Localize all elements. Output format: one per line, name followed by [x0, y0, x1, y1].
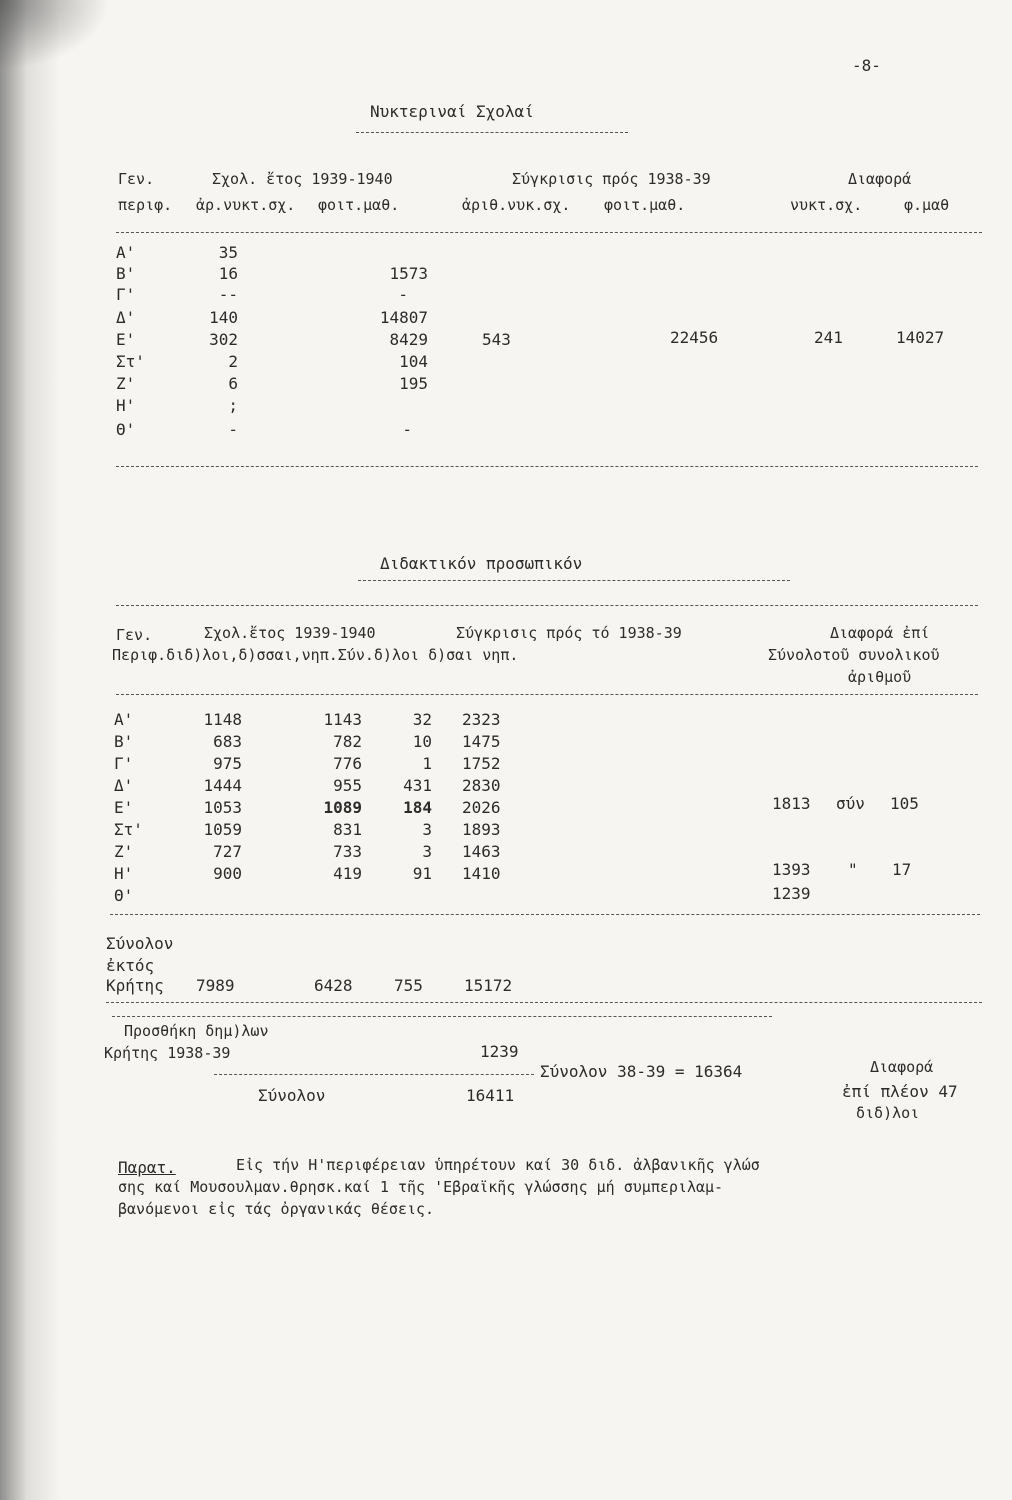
s2-row-compare: 1239 [772, 884, 811, 903]
s2-h1-compare: Σύγκρισις πρός τό 1938-39 [456, 624, 682, 642]
s1-h2-periph: περιφ. [118, 196, 173, 214]
s1-row-label: Θ' [116, 420, 136, 439]
s2-diff-line-3: διδ)λοι [856, 1104, 920, 1122]
s2-header-rule [116, 694, 978, 695]
s2-row-teachers-f: 782 [333, 732, 362, 751]
s2-total-rule-2 [112, 1016, 772, 1017]
s2-h1-diff: Διαφορά ἐπί [830, 624, 930, 642]
s1-row-schools: 6 [228, 374, 238, 393]
s2-diff-line-2: ἐπί πλέον 47 [842, 1082, 958, 1101]
s2-row-total: 1463 [462, 842, 501, 861]
s1-h1-diff: Διαφορά [848, 170, 912, 188]
section1-title: Νυκτεριναί Σχολαί [370, 102, 534, 121]
s1-end-rule [116, 466, 978, 467]
s1-h2-diff-schools: νυκτ.σχ. [790, 196, 863, 214]
s1-row-schools: ; [228, 396, 238, 415]
s2-row-teachers-m: 1444 [203, 776, 242, 795]
s1-row-label: Γ' [116, 285, 136, 304]
s2-compare-text: Σύνολον 38-39 = 16364 [540, 1062, 743, 1081]
s2-row-label: Β' [114, 732, 134, 751]
s1-h1-gen: Γεν. [118, 170, 155, 188]
s2-addition-1: Προσθήκη δημ)λων [124, 1022, 269, 1040]
s2-row-compare: 1813 [772, 794, 811, 813]
s1-h2-diff-students: φ.μαθ [904, 196, 950, 214]
s2-row-kinder: 1 [422, 754, 432, 773]
s2-h1-year: Σχολ.ἔτος 1939-1940 [204, 624, 376, 642]
s2-row-total: 1475 [462, 732, 501, 751]
note-line-2: σης καί Μουσουλμαν.θρησκ.καί 1 τῆς 'Εβραϊκῆς γλώσσης μή συμπεριλαμ- [118, 1178, 724, 1196]
s2-row-kinder: 3 [422, 842, 432, 861]
s2-h3: ἀριθμοῦ [848, 668, 912, 686]
s2-diff-line-1: Διαφορά [870, 1058, 934, 1076]
s2-row-teachers-f: 419 [333, 864, 362, 883]
s1-row-label: Στ' [116, 352, 145, 371]
s1-row-students: 104 [399, 352, 428, 371]
s2-total-t: 15172 [464, 976, 513, 995]
s2-row-teachers-f: 1089 [323, 798, 362, 817]
s2-row-kinder: 184 [403, 798, 432, 817]
s2-h2-left: Περιφ.διδ)λοι,δ)σσαι,νηπ.Σύν.δ)λοι δ)σαι νηπ. [112, 646, 519, 664]
s2-total-k: 755 [394, 976, 423, 995]
s2-row-kinder: 32 [412, 710, 432, 729]
s2-row-teachers-m: 975 [213, 754, 242, 773]
s1-row-label: Δ' [116, 308, 136, 327]
s2-row-teachers-m: 1053 [203, 798, 242, 817]
s1-row-schools: - [228, 420, 238, 439]
s2-row-label: Στ' [114, 820, 143, 839]
s2-row-kinder: 431 [403, 776, 432, 795]
s2-rows-end-rule [110, 914, 980, 915]
s2-h1-gen: Γεν. [116, 626, 153, 644]
s2-addition-value: 1239 [480, 1042, 519, 1061]
s2-row-label: Γ' [114, 754, 134, 773]
s1-row-label: Α' [116, 243, 136, 262]
s2-row-teachers-f: 776 [333, 754, 362, 773]
page-number: -8- [852, 56, 881, 75]
s2-row-total: 2830 [462, 776, 501, 795]
s2-sum-value: 16411 [466, 1086, 515, 1105]
s2-total-label-2: ἐκτός [106, 956, 155, 975]
s2-row-label: Η' [114, 864, 134, 883]
s1-h1-year: Σχολ. ἔτος 1939-1940 [212, 170, 393, 188]
s1-h2-students: φοιτ.μαθ. [318, 196, 400, 214]
s2-row-label: Α' [114, 710, 134, 729]
s2-row-total: 2323 [462, 710, 501, 729]
s1-row-label: Ε' [116, 330, 136, 349]
s2-total-label-3: Κρήτης [106, 976, 164, 995]
s2-total-label-1: Σύνολον [106, 934, 174, 953]
s2-row-kinder: 10 [412, 732, 432, 751]
s1-row-schools: -- [218, 285, 238, 304]
s2-row-teachers-m: 1059 [203, 820, 242, 839]
s1-row-label: Ζ' [116, 374, 136, 393]
s1-h2-students-1938: φοιτ.μαθ. [604, 196, 686, 214]
s2-row-teachers-f: 733 [333, 842, 362, 861]
s2-row-teachers-m: 727 [213, 842, 242, 861]
s1-row-students: 195 [399, 374, 428, 393]
s2-row-label: Θ' [114, 886, 134, 905]
note-label: Παρατ. [118, 1158, 176, 1177]
s2-row-total: 1410 [462, 864, 501, 883]
s2-row-mark: " [848, 860, 858, 879]
s1-row-schools: 302 [209, 330, 238, 349]
s2-row-teachers-f: 831 [333, 820, 362, 839]
s1-row-students: - [398, 285, 408, 304]
s1-row-schools: 35 [218, 243, 238, 262]
s1-diff-students: 14027 [896, 328, 945, 347]
s2-h2-right: Σύνολοτοῦ συνολικοῦ [768, 646, 940, 664]
s1-row-label: Η' [116, 396, 136, 415]
s2-top-rule [116, 605, 978, 606]
s2-addition-rule [214, 1074, 534, 1075]
note-line-1: Εἰς τήν Η'περιφέρειαν ὑπηρέτουν καί 30 διδ. ἀλβανικῆς γλώσ [236, 1156, 760, 1174]
s1-students-1938: 22456 [670, 328, 719, 347]
s2-sum-label: Σύνολον [258, 1086, 326, 1105]
s2-row-kinder: 91 [412, 864, 432, 883]
s1-h2-schools-1938: ἀριθ.νυκ.σχ. [462, 196, 571, 214]
s2-row-diff: 17 [892, 860, 912, 879]
s2-total-f: 6428 [314, 976, 353, 995]
s2-row-diff: 105 [890, 794, 919, 813]
note-line-3: βανόμενοι εἰς τάς ὀργανικάς θέσεις. [118, 1200, 435, 1218]
s1-h1-compare: Σύγκρισις πρός 1938-39 [512, 170, 711, 188]
title-underline [356, 132, 628, 133]
s1-h2-schools: ἀρ.νυκτ.σχ. [196, 196, 296, 214]
s2-row-teachers-f: 955 [333, 776, 362, 795]
title-underline [358, 580, 790, 581]
s2-row-total: 1893 [462, 820, 501, 839]
s1-schools-1938: 543 [482, 330, 511, 349]
s2-row-total: 1752 [462, 754, 501, 773]
scan-corner-shadow [0, 0, 110, 70]
s2-row-teachers-m: 900 [213, 864, 242, 883]
s2-row-label: Δ' [114, 776, 134, 795]
s2-total-rule [106, 1002, 982, 1003]
s1-diff-schools: 241 [814, 328, 843, 347]
section2-title: Διδακτικόν προσωπικόν [380, 554, 583, 573]
s1-row-students: 8429 [389, 330, 428, 349]
s1-row-students: - [402, 420, 412, 439]
s2-total-m: 7989 [196, 976, 235, 995]
s1-row-label: Β' [116, 264, 136, 283]
s2-row-total: 2026 [462, 798, 501, 817]
s2-row-teachers-m: 683 [213, 732, 242, 751]
s2-addition-2: Κρήτης 1938-39 [104, 1044, 231, 1062]
s2-row-teachers-f: 1143 [323, 710, 362, 729]
s1-row-schools: 140 [209, 308, 238, 327]
s2-row-label: Ζ' [114, 842, 134, 861]
s2-row-kinder: 3 [422, 820, 432, 839]
s2-row-compare: 1393 [772, 860, 811, 879]
s1-row-schools: 2 [228, 352, 238, 371]
s1-row-schools: 16 [218, 264, 238, 283]
s2-row-label: Ε' [114, 798, 134, 817]
s1-row-students: 1573 [389, 264, 428, 283]
s2-row-teachers-m: 1148 [203, 710, 242, 729]
scan-edge-shadow [0, 0, 60, 1500]
s1-header-rule [116, 232, 982, 233]
s1-row-students: 14807 [379, 308, 428, 327]
s2-row-mark: σύν [836, 794, 865, 813]
